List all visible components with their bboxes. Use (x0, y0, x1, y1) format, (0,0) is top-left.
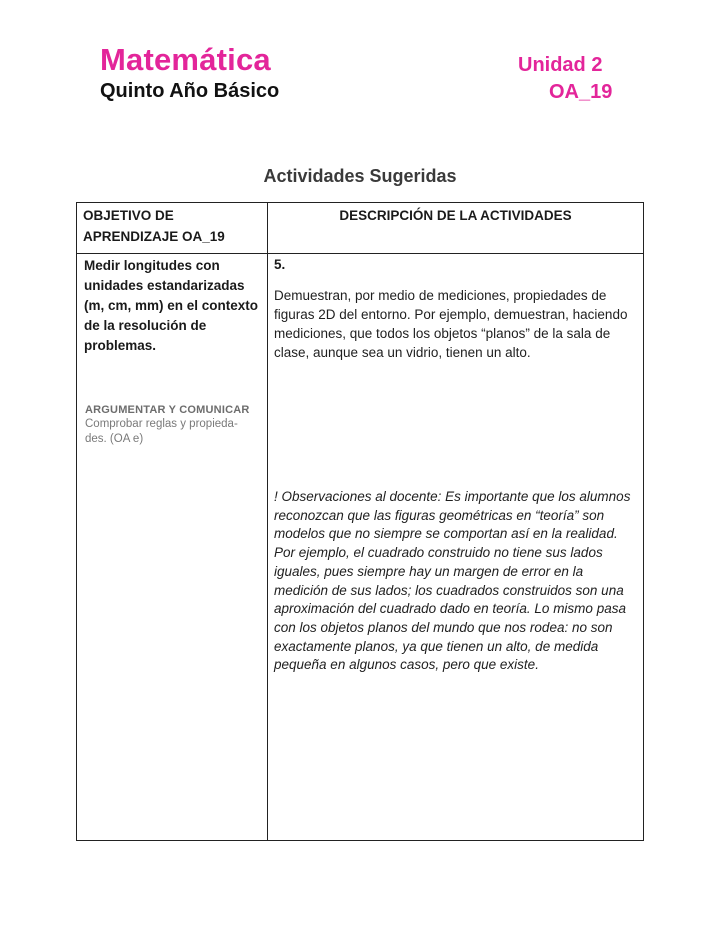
objective-code: OA_19 (549, 81, 613, 103)
table-header-row (77, 203, 644, 254)
learning-objective-text: Medir longitudes con unidades estandarizadas (m, cm, mm) en el contexto de la resolución de problemas. (84, 258, 259, 353)
description-cell (268, 254, 644, 841)
activity-description: Demuestran, por medio de mediciones, propiedades de figuras 2D del entorno. Por ejemplo, demuestran, haciendo mediciones, que todos los objetos “planos” de la sala de clase, aunque sea un vidrio, tienen un alto. (274, 288, 628, 360)
header-objective-cell: OBJETIVO DE APRENDIZAJE OA_19 (77, 203, 268, 254)
subject-title: Matemática (100, 42, 271, 77)
unit-label: Unidad 2 (518, 54, 603, 76)
grade-level: Quinto Año Básico (100, 80, 280, 102)
activities-table (76, 202, 644, 841)
skill-description: Comprobar reglas y propieda-des. (OA e) (85, 418, 238, 445)
skill-box (85, 404, 267, 447)
header-description-cell: DESCRIPCIÓN DE LA ACTIVIDADES (268, 203, 644, 254)
table-row (77, 254, 644, 841)
skill-title: ARGUMENTAR Y COMUNICAR (85, 404, 250, 416)
teacher-note: ! Observaciones al docente: Es importante que los alumnos reconozcan que las figuras geométricas en “teoría” son modelos que no siempre se comportan así en la realidad. Por ejemplo, el cuadrado construido no tiene sus lados iguales, pues siempre hay un margen de error en la medición de sus lados; los cuadrados construidos son una aproximación del cuadrado dado en teoría. Lo mismo pasa con los objetos planos del mundo que nos rodea: no son exactamente planos, ya que tienen un alto, de medida pequeña en algunos casos, pero que existe. (274, 489, 631, 673)
objective-cell (77, 254, 268, 841)
section-title: Actividades Sugeridas (263, 166, 457, 186)
activity-number: 5. (274, 257, 286, 272)
